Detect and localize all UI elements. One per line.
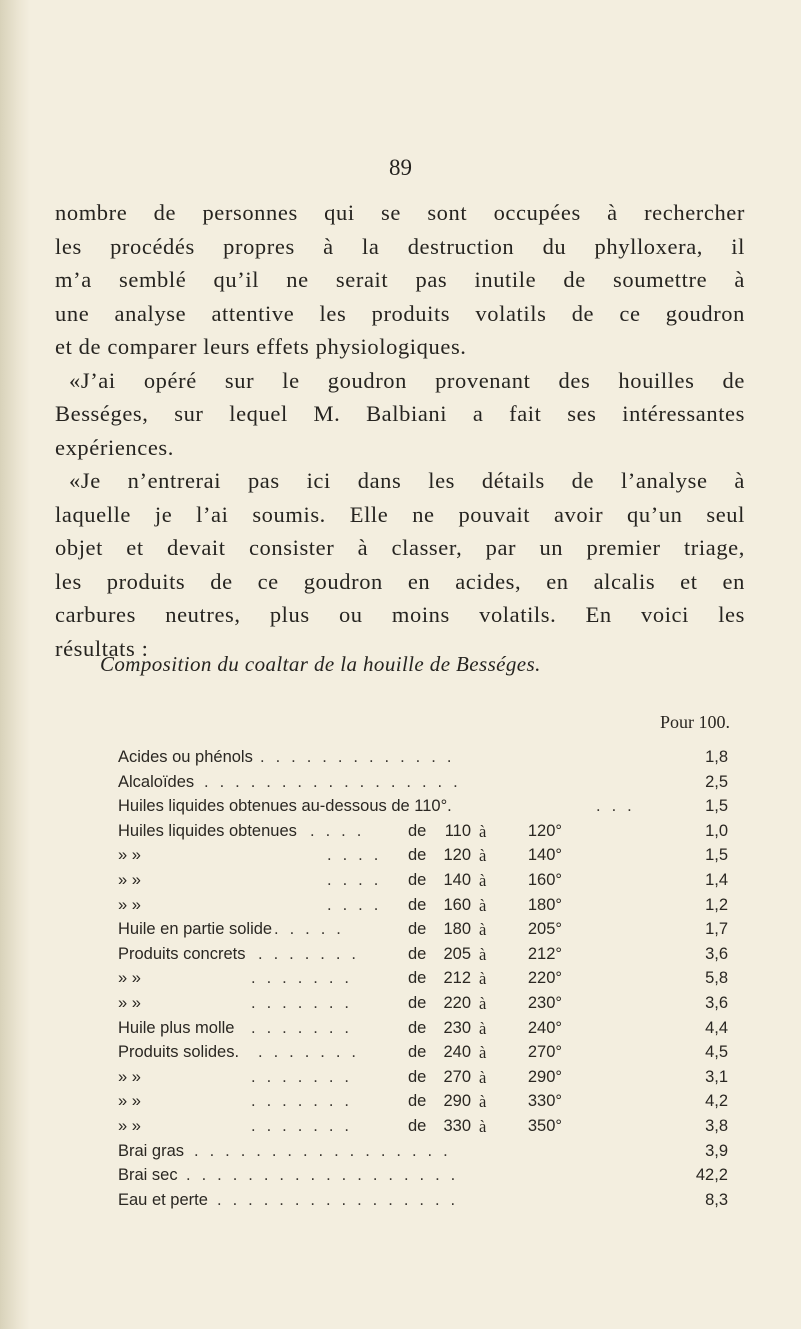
row-label: Huiles liquides obtenues bbox=[118, 821, 297, 840]
range-start: 140 bbox=[443, 871, 471, 889]
range-separator: à bbox=[479, 969, 487, 989]
table-row bbox=[118, 969, 738, 993]
percentage-value: 1,7 bbox=[705, 920, 728, 939]
dot-leaders: . . . . . . . bbox=[258, 1043, 360, 1062]
range-end: 212° bbox=[527, 944, 562, 963]
unit-header: Pour 100. bbox=[659, 712, 730, 732]
row-label: » » bbox=[118, 846, 141, 865]
range-end: 160° bbox=[527, 871, 562, 889]
row-label: Huile plus molle bbox=[118, 1018, 235, 1037]
dot-leaders: . . . . . . . bbox=[251, 1067, 353, 1086]
range-end: 240° bbox=[527, 1018, 562, 1037]
text-line: objet et devait consister à classer, par un premier triage, bbox=[55, 535, 745, 560]
dot-leaders: . . . . . . . bbox=[251, 994, 353, 1012]
range-separator: à bbox=[479, 821, 487, 841]
page-gutter-shadow bbox=[0, 0, 30, 1329]
percentage-value: 1,5 bbox=[705, 797, 728, 816]
table-row bbox=[118, 896, 738, 920]
range-prefix: de bbox=[408, 969, 427, 988]
range-prefix: de bbox=[408, 1092, 427, 1111]
row-label: Huile en partie solide bbox=[118, 920, 273, 939]
table-row bbox=[118, 1166, 738, 1190]
range-start: 180 bbox=[443, 920, 471, 939]
percentage-value: 3,1 bbox=[705, 1067, 728, 1086]
percentage-value: 2,5 bbox=[705, 772, 728, 791]
range-prefix: de bbox=[408, 994, 427, 1012]
range-separator: à bbox=[479, 994, 487, 1013]
range-separator: à bbox=[479, 846, 487, 866]
table-row bbox=[118, 1117, 738, 1141]
range-start: 290 bbox=[443, 1092, 471, 1111]
table-row bbox=[118, 871, 738, 895]
percentage-value: 1,0 bbox=[705, 821, 728, 840]
range-separator: à bbox=[479, 1018, 487, 1038]
range-start: 110 bbox=[444, 821, 471, 840]
dot-leaders: . . . . . . . . . . . . . . . . . bbox=[204, 772, 461, 791]
row-label: Acides ou phénols bbox=[118, 748, 253, 766]
percentage-value: 3,8 bbox=[705, 1117, 728, 1135]
range-start: 330 bbox=[443, 1117, 471, 1135]
range-end: 270° bbox=[527, 1043, 562, 1062]
percentage-value: 3,6 bbox=[705, 994, 728, 1012]
range-separator: à bbox=[479, 920, 487, 940]
dot-leaders: . . . . . . . bbox=[251, 969, 353, 988]
row-label: » » bbox=[118, 994, 141, 1012]
table-row bbox=[118, 1191, 738, 1215]
dot-leaders: . . . bbox=[596, 797, 635, 816]
table-row bbox=[118, 1043, 738, 1067]
range-separator: à bbox=[479, 871, 487, 890]
range-end: 350° bbox=[527, 1117, 562, 1135]
range-start: 240 bbox=[443, 1043, 471, 1062]
row-label: » » bbox=[118, 871, 141, 889]
page-number: 89 bbox=[389, 155, 412, 180]
row-label: Eau et perte bbox=[118, 1190, 208, 1209]
range-start: 120 bbox=[443, 846, 471, 865]
dot-leaders: . . . . . bbox=[274, 920, 345, 939]
text-line: les procédés propres à la destruction du phylloxera, il bbox=[55, 233, 745, 259]
range-prefix: de bbox=[408, 1018, 427, 1037]
text-line: les produits de ce goudron en acides, en alcalis et en bbox=[55, 568, 745, 594]
dot-leaders: . . . . . . . bbox=[251, 1092, 353, 1111]
percentage-value: 4,5 bbox=[705, 1043, 728, 1062]
range-prefix: de bbox=[408, 895, 427, 914]
row-label: » » bbox=[118, 1067, 141, 1086]
dot-leaders: . . . . . . . bbox=[251, 1117, 353, 1135]
range-start: 212 bbox=[443, 969, 471, 988]
percentage-value: 1,2 bbox=[705, 895, 728, 914]
row-label: » » bbox=[118, 895, 141, 914]
row-label: » » bbox=[118, 1117, 141, 1135]
range-prefix: de bbox=[408, 871, 427, 889]
text-line: laquelle je l’ai soumis. Elle ne pouvait avoir qu’un seul bbox=[55, 501, 745, 527]
table-row bbox=[118, 1068, 738, 1092]
range-start: 220 bbox=[443, 994, 471, 1012]
range-start: 270 bbox=[443, 1067, 471, 1086]
range-prefix: de bbox=[408, 1043, 427, 1062]
percentage-value: 3,6 bbox=[705, 944, 728, 963]
text-line: carbures neutres, plus ou moins volatils. En voici les bbox=[55, 602, 745, 627]
range-end: 220° bbox=[527, 969, 562, 988]
text-line: nombre de personnes qui se sont occupées à rechercher bbox=[55, 200, 745, 225]
dot-leaders: . . . . . . . bbox=[258, 944, 360, 963]
table-row bbox=[118, 773, 738, 797]
percentage-value: 4,4 bbox=[705, 1018, 728, 1037]
dot-leaders: . . . . . . . . . . . . . . . . bbox=[217, 1190, 459, 1209]
row-label: Produits concrets bbox=[118, 944, 246, 963]
row-label: » » bbox=[118, 969, 141, 988]
dot-leaders: . . . . bbox=[310, 821, 365, 840]
dot-leaders: . . . . bbox=[327, 871, 382, 889]
dot-leaders: . . . . bbox=[327, 846, 382, 865]
percentage-value: 8,3 bbox=[705, 1190, 728, 1209]
percentage-value: 1,8 bbox=[705, 748, 728, 766]
paragraph bbox=[55, 196, 745, 364]
range-end: 120° bbox=[527, 821, 562, 840]
percentage-value: 1,5 bbox=[705, 846, 728, 865]
table-row bbox=[118, 994, 738, 1018]
dot-leaders: . . . . bbox=[327, 895, 382, 914]
range-prefix: de bbox=[408, 821, 427, 840]
table-row bbox=[118, 846, 738, 870]
row-label: Brai gras bbox=[118, 1141, 185, 1160]
range-start: 205 bbox=[443, 944, 471, 963]
table-row bbox=[118, 1092, 738, 1116]
range-separator: à bbox=[479, 1117, 487, 1136]
row-label: Brai sec bbox=[118, 1166, 178, 1185]
table-row bbox=[118, 748, 738, 772]
range-separator: à bbox=[479, 1043, 487, 1063]
dot-leaders: . . . . . . . bbox=[251, 1018, 353, 1037]
text-line: Bességes, sur lequel M. Balbiani a fait ses intéressantes bbox=[55, 401, 745, 426]
dot-leaders: . . . . . . . . . . . . . . . . . . bbox=[186, 1166, 459, 1185]
range-separator: à bbox=[479, 895, 487, 915]
text-line: résultats : bbox=[55, 635, 149, 661]
body-text bbox=[55, 196, 745, 665]
range-prefix: de bbox=[408, 1117, 427, 1135]
dot-leaders: . . . . . . . . . . . . . bbox=[260, 748, 455, 766]
paragraph bbox=[55, 364, 745, 465]
text-line: m’a semblé qu’il ne serait pas inutile de soumettre à bbox=[55, 267, 745, 292]
row-label: Produits solides. bbox=[118, 1043, 240, 1062]
range-prefix: de bbox=[408, 1067, 427, 1086]
table-row bbox=[118, 920, 738, 944]
range-separator: à bbox=[479, 1092, 487, 1112]
dot-leaders: . . . . . . . . . . . . . . . . . bbox=[194, 1141, 451, 1160]
range-end: 140° bbox=[527, 846, 562, 865]
percentage-value: 4,2 bbox=[705, 1092, 728, 1111]
range-end: 290° bbox=[527, 1067, 562, 1086]
table-row bbox=[118, 797, 738, 821]
range-prefix: de bbox=[408, 846, 427, 865]
text-line: «J’ai opéré sur le goudron provenant des houilles de bbox=[69, 367, 745, 393]
table-caption: Composition du coaltar de la houille de Bességes. bbox=[100, 652, 541, 676]
range-separator: à bbox=[479, 1067, 487, 1087]
percentage-value: 5,8 bbox=[705, 969, 728, 988]
range-end: 230° bbox=[527, 994, 562, 1012]
table-row bbox=[118, 1019, 738, 1043]
text-line: «Je n’entrerai pas ici dans les détails de l’analyse à bbox=[69, 468, 745, 493]
range-end: 180° bbox=[527, 895, 562, 914]
range-end: 205° bbox=[527, 920, 562, 939]
table-row bbox=[118, 1142, 738, 1166]
range-prefix: de bbox=[408, 944, 427, 963]
text-line: et de comparer leurs effets physiologiques. bbox=[55, 334, 467, 359]
range-separator: à bbox=[479, 944, 487, 964]
text-line: une analyse attentive les produits volatils de ce goudron bbox=[55, 300, 745, 326]
row-label: » » bbox=[118, 1092, 141, 1111]
percentage-value: 3,9 bbox=[705, 1141, 728, 1160]
text-line: expériences. bbox=[55, 434, 175, 460]
range-start: 230 bbox=[443, 1018, 471, 1037]
table-row bbox=[118, 822, 738, 846]
range-start: 160 bbox=[443, 895, 471, 914]
row-label: Huiles liquides obtenues au-dessous de 110°. bbox=[118, 797, 452, 816]
percentage-value: 1,4 bbox=[705, 871, 728, 889]
percentage-value: 42,2 bbox=[695, 1166, 728, 1185]
row-label: Alcaloïdes bbox=[118, 772, 195, 791]
range-end: 330° bbox=[527, 1092, 562, 1111]
paragraph bbox=[55, 464, 745, 665]
table-row bbox=[118, 945, 738, 969]
range-prefix: de bbox=[408, 920, 427, 939]
